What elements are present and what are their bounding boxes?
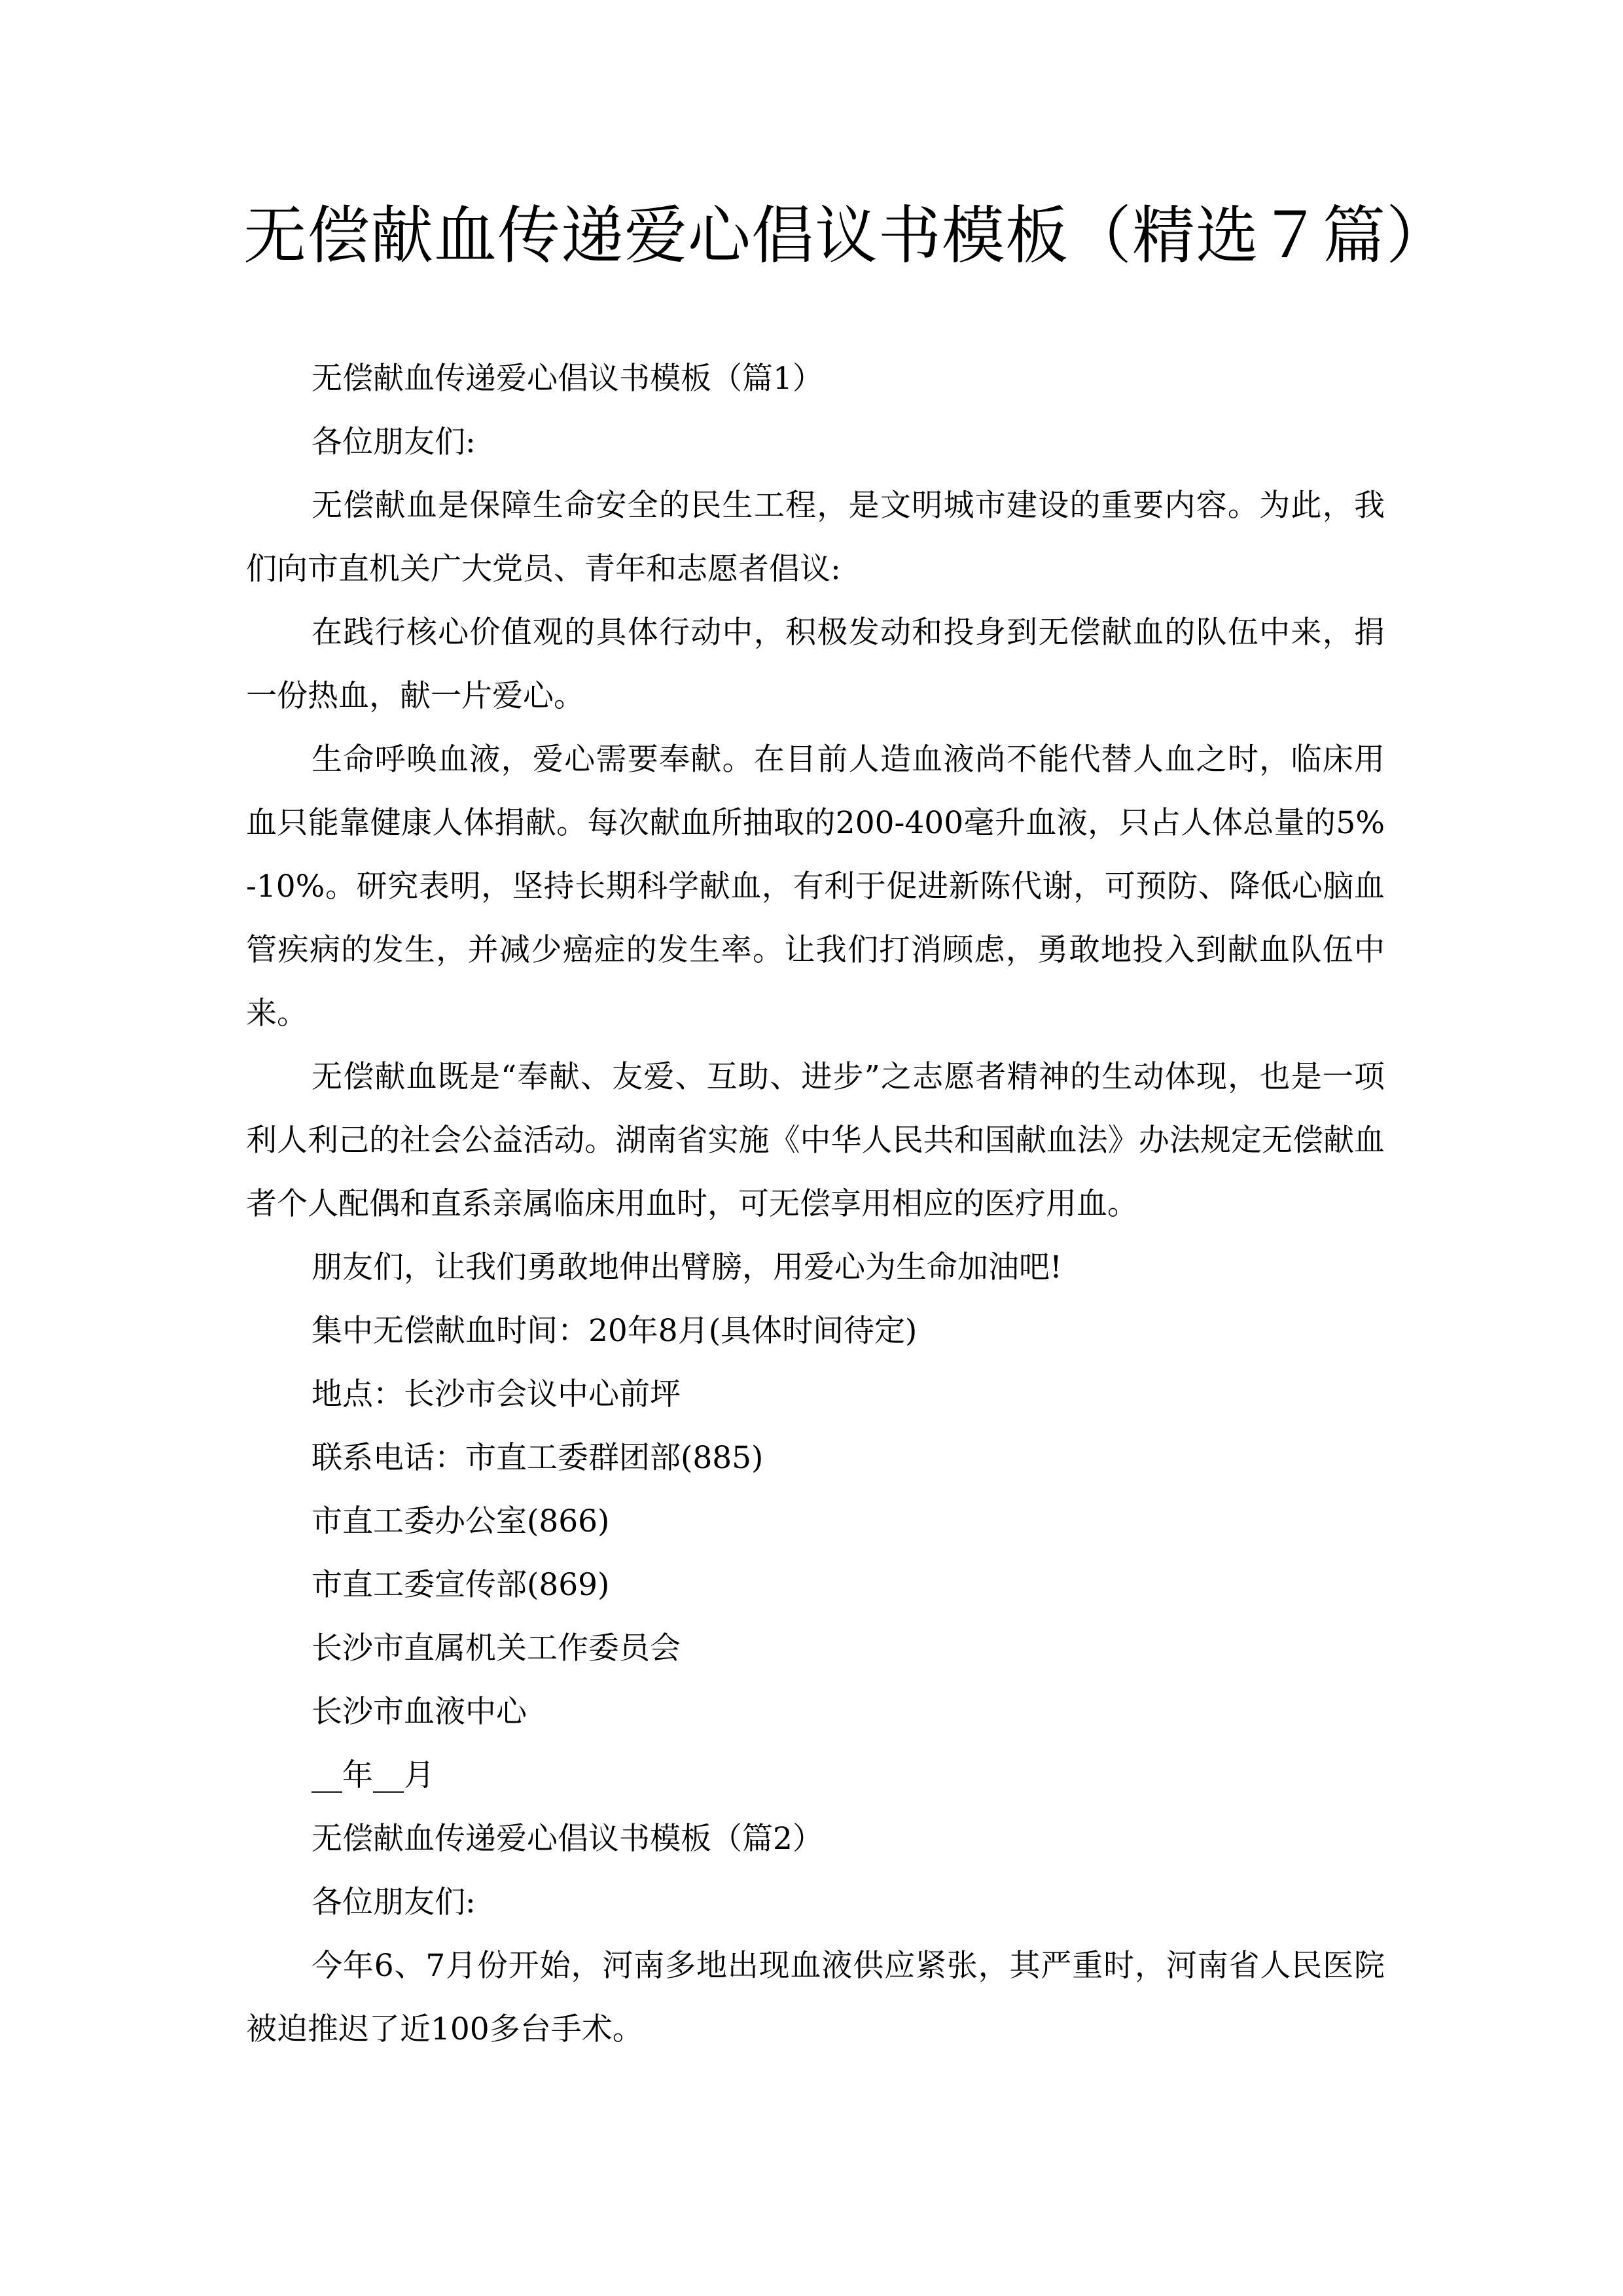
document-title: 无偿献血传递爱心倡议书模板（精选７篇）	[243, 199, 1450, 272]
section-heading-1: 无偿献血传递爱心倡议书模板（篇1）	[312, 361, 823, 397]
salutation-2: 各位朋友们:	[312, 1884, 476, 1920]
salutation: 各位朋友们:	[312, 424, 476, 460]
document-body	[246, 347, 1385, 2061]
signature-date: __年__月	[312, 1757, 435, 1793]
event-location: 地点：长沙市会议中心前坪	[312, 1376, 681, 1412]
contact-phone-2: 市直工委办公室(866)	[312, 1503, 610, 1539]
signature-org-2: 长沙市血液中心	[312, 1694, 527, 1730]
paragraph-volunteer-spirit: 无偿献血既是“奉献、友爱、互助、进步”之志愿者精神的生动体现，也是一项利人利己的社会公益活动。湖南省实施《中华人民共和国献血法》办法规定无偿献血者个人配偶和直系亲属临床用血时，可无偿享用相应的医疗用血。	[246, 1059, 1385, 1222]
paragraph-call-to-action: 朋友们，让我们勇敢地伸出臂膀，用爱心为生命加油吧!	[312, 1249, 1062, 1285]
paragraph-health: 生命呼唤血液，爱心需要奉献。在目前人造血液尚不能代替人血之时，临床用血只能靠健康人体捐献。每次献血所抽取的200-400毫升血液，只占人体总量的5%-10%。研究表明，坚持长期科学献血，有利于促进新陈代谢，可预防、降低心脑血管疾病的发生，并减少癌症的发生率。让我们打消顾虑，勇敢地投入到献血队伍中来。	[246, 742, 1385, 1031]
contact-phone-1: 联系电话：市直工委群团部(885)	[312, 1440, 764, 1476]
contact-phone-3: 市直工委宣传部(869)	[312, 1567, 610, 1603]
event-time: 集中无偿献血时间：20年8月(具体时间待定)	[312, 1313, 918, 1349]
signature-org-1: 长沙市直属机关工作委员会	[312, 1630, 681, 1666]
paragraph-intro: 无偿献血是保障生命安全的民生工程，是文明城市建设的重要内容。为此，我们向市直机关广大党员、青年和志愿者倡议:	[246, 488, 1385, 587]
section-heading-2: 无偿献血传递爱心倡议书模板（篇2）	[312, 1821, 823, 1857]
paragraph-action: 在践行核心价值观的具体行动中，积极发动和投身到无偿献血的队伍中来，捐一份热血，献一片爱心。	[246, 615, 1385, 714]
paragraph-henan: 今年6、7月份开始，河南多地出现血液供应紧张，其严重时，河南省人民医院被迫推迟了近100多台手术。	[246, 1948, 1385, 2047]
